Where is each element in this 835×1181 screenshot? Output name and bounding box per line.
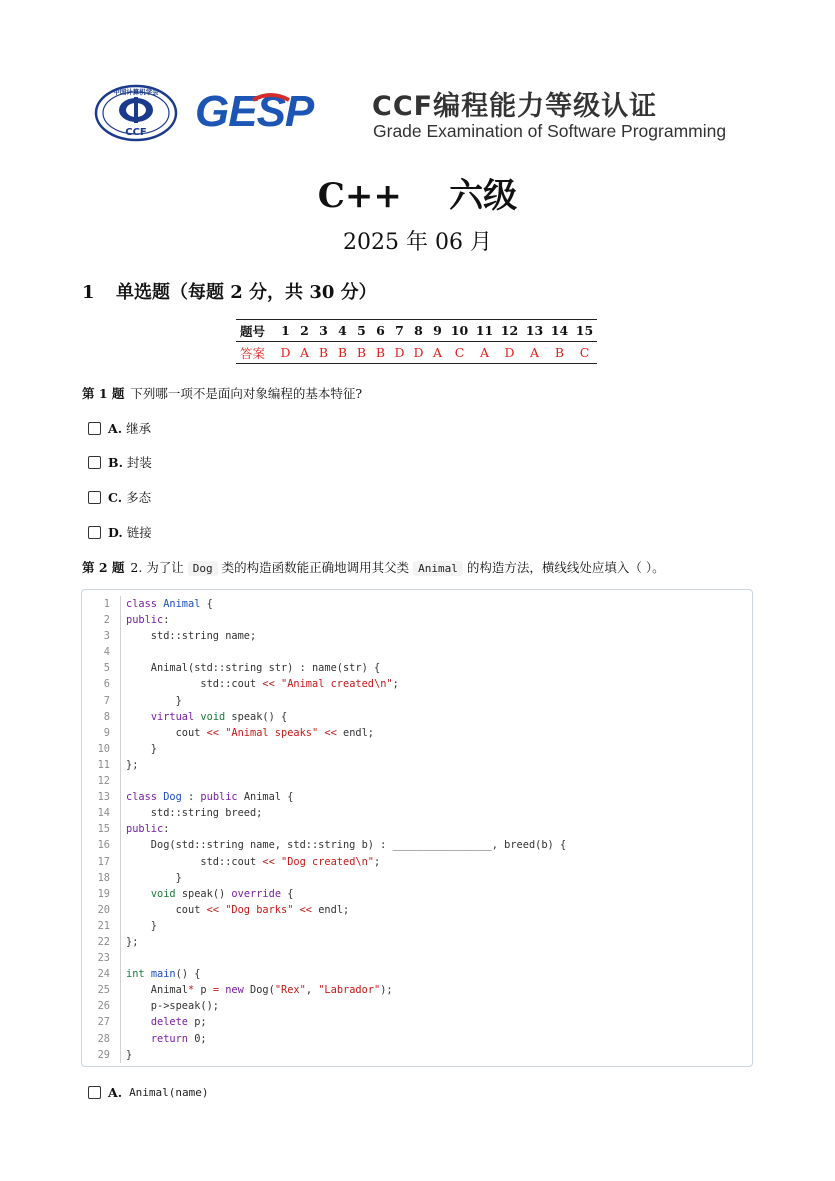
answer-cell: A [522, 342, 547, 364]
brand-title: CCF编程能力等级认证 [372, 91, 658, 122]
q2-option-a[interactable] [88, 1085, 209, 1100]
question-number: 3 [314, 320, 333, 342]
checkbox[interactable] [88, 1086, 101, 1099]
option-text: 链接 [126, 525, 152, 540]
line-number: 15 [97, 823, 110, 836]
question-number: 13 [522, 320, 547, 342]
line-number: 6 [103, 678, 110, 691]
q1-option-a[interactable] [88, 419, 151, 437]
gutter-divider [120, 757, 121, 773]
option-key: D. [108, 524, 123, 540]
line-number: 22 [97, 935, 110, 948]
gutter-divider [120, 805, 121, 821]
brand-subtitle: Grade Examination of Software Programming [373, 121, 727, 141]
question-number: 15 [572, 320, 597, 342]
answer-cell: A [472, 342, 497, 364]
line-number: 14 [97, 807, 110, 820]
q1-option-d[interactable] [88, 523, 152, 541]
question-number-label: 题号 [236, 320, 276, 342]
code-text: std::cout << "Dog created\n"; [126, 855, 381, 868]
question-2-text-b: 类的构造函数能正确地调用其父类 [221, 560, 410, 575]
inline-code-animal: Animal [413, 561, 463, 576]
code-text: }; [126, 935, 139, 948]
code-text: }; [126, 758, 139, 771]
question-2-text-c: 的构造方法，横线线处应填入（ ）。 [466, 560, 665, 575]
line-number: 2 [103, 614, 110, 627]
code-text: public: [126, 614, 170, 627]
answer-label: 答案 [236, 342, 276, 364]
gutter-divider [120, 644, 121, 660]
code-text: return 0; [150, 1032, 207, 1045]
question-1-text: 下列哪一项不是面向对象编程的基本特征? [130, 386, 363, 401]
code-text: cout << "Dog barks" << endl; [126, 903, 350, 916]
gesp-logo [193, 86, 348, 136]
gutter-divider [120, 982, 121, 998]
code-text: int main() { [126, 968, 201, 981]
section-title: 单选题（每题 2 分，共 30 分） [116, 282, 377, 303]
code-text: p->speak(); [126, 1000, 219, 1013]
gutter-divider [120, 709, 121, 725]
section-number: 1 [82, 282, 95, 303]
gutter-divider [120, 596, 121, 612]
gutter-divider [120, 918, 121, 934]
answer-cell: D [390, 342, 409, 364]
document-date: 2025 年 06 月 [343, 230, 492, 255]
question-2-label: 第 2 题 [82, 560, 125, 575]
checkbox[interactable] [88, 526, 101, 539]
question-number: 11 [472, 320, 497, 342]
line-number: 17 [97, 855, 110, 868]
gutter-divider [120, 725, 121, 741]
line-number: 21 [97, 919, 110, 932]
answer-cell: C [447, 342, 472, 364]
gutter-divider [120, 612, 121, 628]
gutter-divider [120, 886, 121, 902]
line-number: 23 [97, 952, 110, 965]
line-number: 9 [103, 726, 110, 739]
code-text: std::string name; [126, 630, 257, 643]
code-block [81, 589, 753, 1067]
inline-code-dog: Dog [188, 561, 218, 576]
code-text: cout << "Animal speaks" << endl; [126, 726, 375, 739]
question-number: 8 [409, 320, 428, 342]
seal-text-top: 中国计算机学会 [113, 88, 159, 96]
question-number: 7 [390, 320, 409, 342]
code-text: std::string breed; [126, 807, 263, 820]
gutter-divider [120, 934, 121, 950]
gutter-divider [120, 628, 121, 644]
answer-cell: A [428, 342, 447, 364]
question-number: 10 [447, 320, 472, 342]
option-text: 多态 [126, 490, 152, 505]
option-code: Animal(name) [129, 1086, 209, 1099]
question-number: 1 [276, 320, 295, 342]
answer-cell: B [371, 342, 390, 364]
document-title: C++ 六级 [317, 176, 518, 216]
answer-cell: D [276, 342, 295, 364]
code-text: } [126, 919, 157, 932]
code-text: std::cout << "Animal created\n"; [126, 678, 399, 691]
answer-table-answer-row [236, 342, 597, 364]
answer-table [236, 319, 597, 364]
line-number: 5 [103, 662, 110, 675]
gutter-divider [120, 870, 121, 886]
seal-text-bottom: CCF [125, 127, 147, 138]
gutter-divider [120, 741, 121, 757]
line-number: 20 [97, 903, 110, 916]
line-number: 1 [103, 598, 110, 610]
code-text: } [126, 871, 182, 884]
line-number: 11 [97, 758, 110, 771]
line-number: 4 [103, 646, 110, 659]
gutter-divider [120, 821, 121, 837]
question-number: 12 [497, 320, 522, 342]
line-number: 24 [97, 968, 110, 981]
gutter-divider [120, 1047, 121, 1063]
question-number: 14 [547, 320, 572, 342]
option-key: B. [108, 454, 123, 470]
gutter-divider [120, 998, 121, 1014]
gutter-divider [120, 789, 121, 805]
line-number: 27 [97, 1016, 110, 1029]
section-heading [82, 278, 377, 304]
answer-cell: D [497, 342, 522, 364]
answer-cell: C [572, 342, 597, 364]
code-text: class Animal { [126, 598, 213, 610]
gutter-divider [120, 950, 121, 966]
answer-table-header-row [236, 320, 597, 342]
line-number: 28 [97, 1032, 110, 1045]
q1-option-c[interactable] [88, 488, 151, 506]
gesp-logo-text: GESP [195, 87, 314, 136]
answer-cell: B [352, 342, 371, 364]
gutter-divider [120, 1014, 121, 1030]
answer-cell: A [295, 342, 314, 364]
line-number: 25 [97, 984, 110, 997]
answer-cell: D [409, 342, 428, 364]
answer-cell: B [314, 342, 333, 364]
code-text: Animal(std::string str) : name(str) { [126, 662, 381, 675]
line-number: 12 [97, 775, 110, 788]
line-number: 29 [97, 1048, 110, 1061]
question-number: 4 [333, 320, 352, 342]
gutter-divider [120, 676, 121, 692]
code-text: } [126, 742, 157, 755]
line-number: 18 [97, 871, 110, 884]
gutter-divider [120, 966, 121, 982]
code-text: void speak() override { [150, 887, 294, 900]
question-number: 6 [371, 320, 390, 342]
gutter-divider [120, 854, 121, 870]
gutter-divider [120, 773, 121, 789]
answer-cell: B [333, 342, 352, 364]
question-1 [82, 384, 362, 402]
question-number: 5 [352, 320, 371, 342]
code-text: Dog(std::string name, std::string b) : ________________, breed(b) { [126, 839, 567, 852]
code-text: virtual void speak() { [150, 710, 288, 723]
gutter-divider [120, 693, 121, 709]
gutter-divider [120, 1031, 121, 1047]
ccf-seal-logo [94, 84, 178, 142]
gutter-divider [120, 902, 121, 918]
code-text: } [126, 1048, 133, 1061]
answer-cell: B [547, 342, 572, 364]
line-number: 3 [103, 630, 110, 643]
code-text: Animal* p = new Dog("Rex", "Labrador"); [126, 984, 393, 997]
line-number: 13 [97, 791, 110, 804]
code-text: public: [126, 823, 170, 836]
code-text: } [126, 694, 182, 707]
option-key: A. [108, 420, 123, 436]
q1-option-b[interactable] [88, 453, 152, 471]
question-2-text-a: 2. 为了让 [130, 560, 184, 575]
question-2 [82, 558, 665, 576]
question-number: 2 [295, 320, 314, 342]
question-1-label: 第 1 题 [82, 386, 125, 401]
line-number: 7 [103, 694, 110, 707]
option-key: A. [108, 1085, 123, 1100]
option-text: 封装 [126, 455, 152, 470]
checkbox[interactable] [88, 456, 101, 469]
checkbox[interactable] [88, 422, 101, 435]
line-number: 10 [97, 742, 110, 755]
checkbox[interactable] [88, 491, 101, 504]
line-number: 16 [97, 839, 110, 852]
line-number: 8 [103, 710, 110, 723]
question-number: 9 [428, 320, 447, 342]
code-text: delete p; [150, 1016, 207, 1029]
option-text: 继承 [126, 421, 152, 436]
line-number: 19 [97, 887, 110, 900]
code-text: class Dog : public Animal { [126, 791, 294, 804]
gutter-divider [120, 660, 121, 676]
option-key: C. [108, 489, 123, 505]
gutter-divider [120, 837, 121, 853]
line-number: 26 [97, 1000, 110, 1013]
